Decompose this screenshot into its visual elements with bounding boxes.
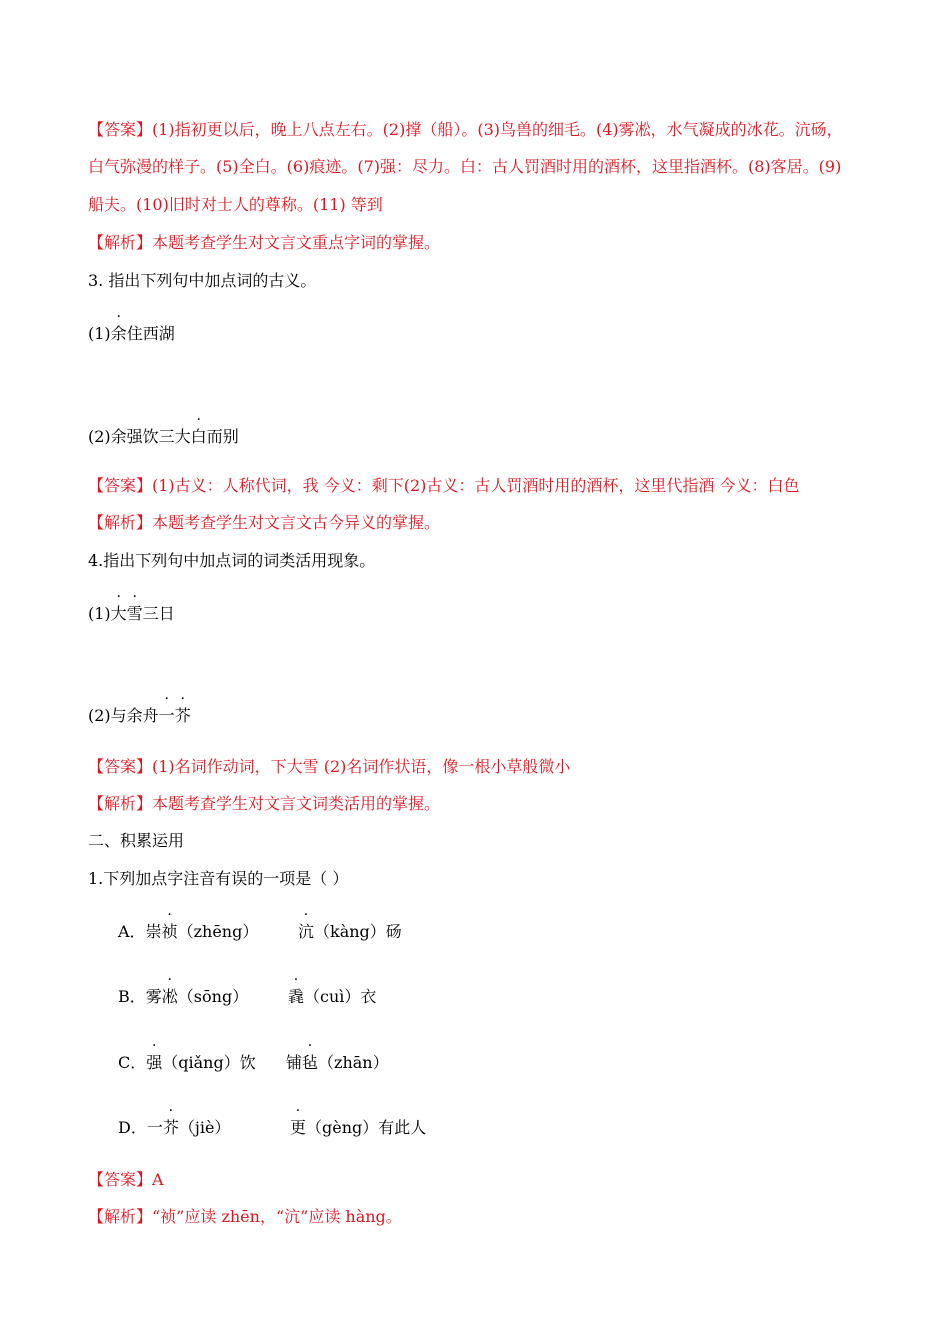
q4-item-2-dotted-word-2: 芥 bbox=[174, 706, 191, 725]
q4-item-2: (2)与余舟一芥 bbox=[88, 706, 191, 725]
q3-item-2: (2)余强饮三大白而别 bbox=[88, 427, 239, 446]
option-b-dotted-2: 毳 bbox=[288, 987, 305, 1006]
option-c: C．强（qiǎng）饮 铺毡（zhān） bbox=[118, 1053, 389, 1072]
q4-answer: 【答案】(1)名词作动词，下大雪 (2)名词作状语，像一根小草般微小 bbox=[88, 757, 571, 776]
q4-analysis: 【解析】本题考查学生对文言文词类活用的掌握。 bbox=[88, 794, 441, 813]
q4-item-2-dotted-word-1: 一 bbox=[158, 706, 175, 725]
q3-answer: 【答案】(1)古义：人称代词，我 今义：剩下(2)古义：古人罚酒时用的酒杯，这里代指酒 今义：白色 bbox=[88, 476, 800, 495]
q2-answer-line-1: 【答案】(1)指初更以后，晚上八点左右。(2)撑（船）。(3)鸟兽的细毛。(4)雾凇，水气凝成的冰花。沆砀， bbox=[88, 120, 843, 139]
q3-item-1: (1)余住西湖 bbox=[88, 324, 175, 343]
q3-prompt: 3. 指出下列句中加点词的古义。 bbox=[88, 271, 317, 290]
section-2-q1-prompt: 1.下列加点字注音有误的一项是（ ） bbox=[88, 869, 349, 888]
option-b-dotted-1: 凇 bbox=[161, 987, 178, 1006]
section-2-analysis: 【解析】“祯”应读 zhēn，“沆”应读 hàng。 bbox=[88, 1207, 402, 1226]
option-d-dotted-1: 芥 bbox=[162, 1118, 179, 1137]
option-a-dotted-1: 祯 bbox=[161, 922, 178, 941]
option-d-dotted-2: 更 bbox=[290, 1118, 307, 1137]
q4-prompt: 4.指出下列句中加点词的词类活用现象。 bbox=[88, 551, 376, 570]
section-2-answer: 【答案】A bbox=[88, 1170, 164, 1189]
q2-analysis: 【解析】本题考查学生对文言文重点字词的掌握。 bbox=[88, 233, 441, 252]
q3-item-2-dotted-word: 白 bbox=[190, 427, 207, 446]
option-c-dotted-2: 毡 bbox=[302, 1053, 319, 1072]
q2-answer-line-2: 白气弥漫的样子。(5)全白。(6)痕迹。(7)强：尽力。白：古人罚酒时用的酒杯，这里指酒杯。(8)客居。(9) bbox=[88, 157, 842, 176]
option-a: A．崇祯（zhēng） 沆（kàng）砀 bbox=[118, 922, 402, 941]
q2-answer-line-3: 船夫。(10)旧时对士人的尊称。(11) 等到 bbox=[88, 195, 383, 214]
q3-analysis: 【解析】本题考查学生对文言文古今异义的掌握。 bbox=[88, 513, 441, 532]
q4-item-1-dotted-word-1: 大 bbox=[110, 604, 127, 623]
section-2-title: 二、积累运用 bbox=[88, 831, 185, 850]
q3-item-1-dotted-word: 余 bbox=[110, 324, 127, 343]
option-a-dotted-2: 沆 bbox=[298, 922, 315, 941]
option-b: B．雾凇（sōng） 毳（cuì）衣 bbox=[118, 987, 377, 1006]
option-d: D．一芥（jiè） 更（gèng）有此人 bbox=[118, 1118, 427, 1137]
option-c-dotted-1: 强 bbox=[146, 1053, 163, 1072]
q4-item-1-dotted-word-2: 雪 bbox=[126, 604, 143, 623]
q4-item-1: (1)大雪三日 bbox=[88, 604, 175, 623]
